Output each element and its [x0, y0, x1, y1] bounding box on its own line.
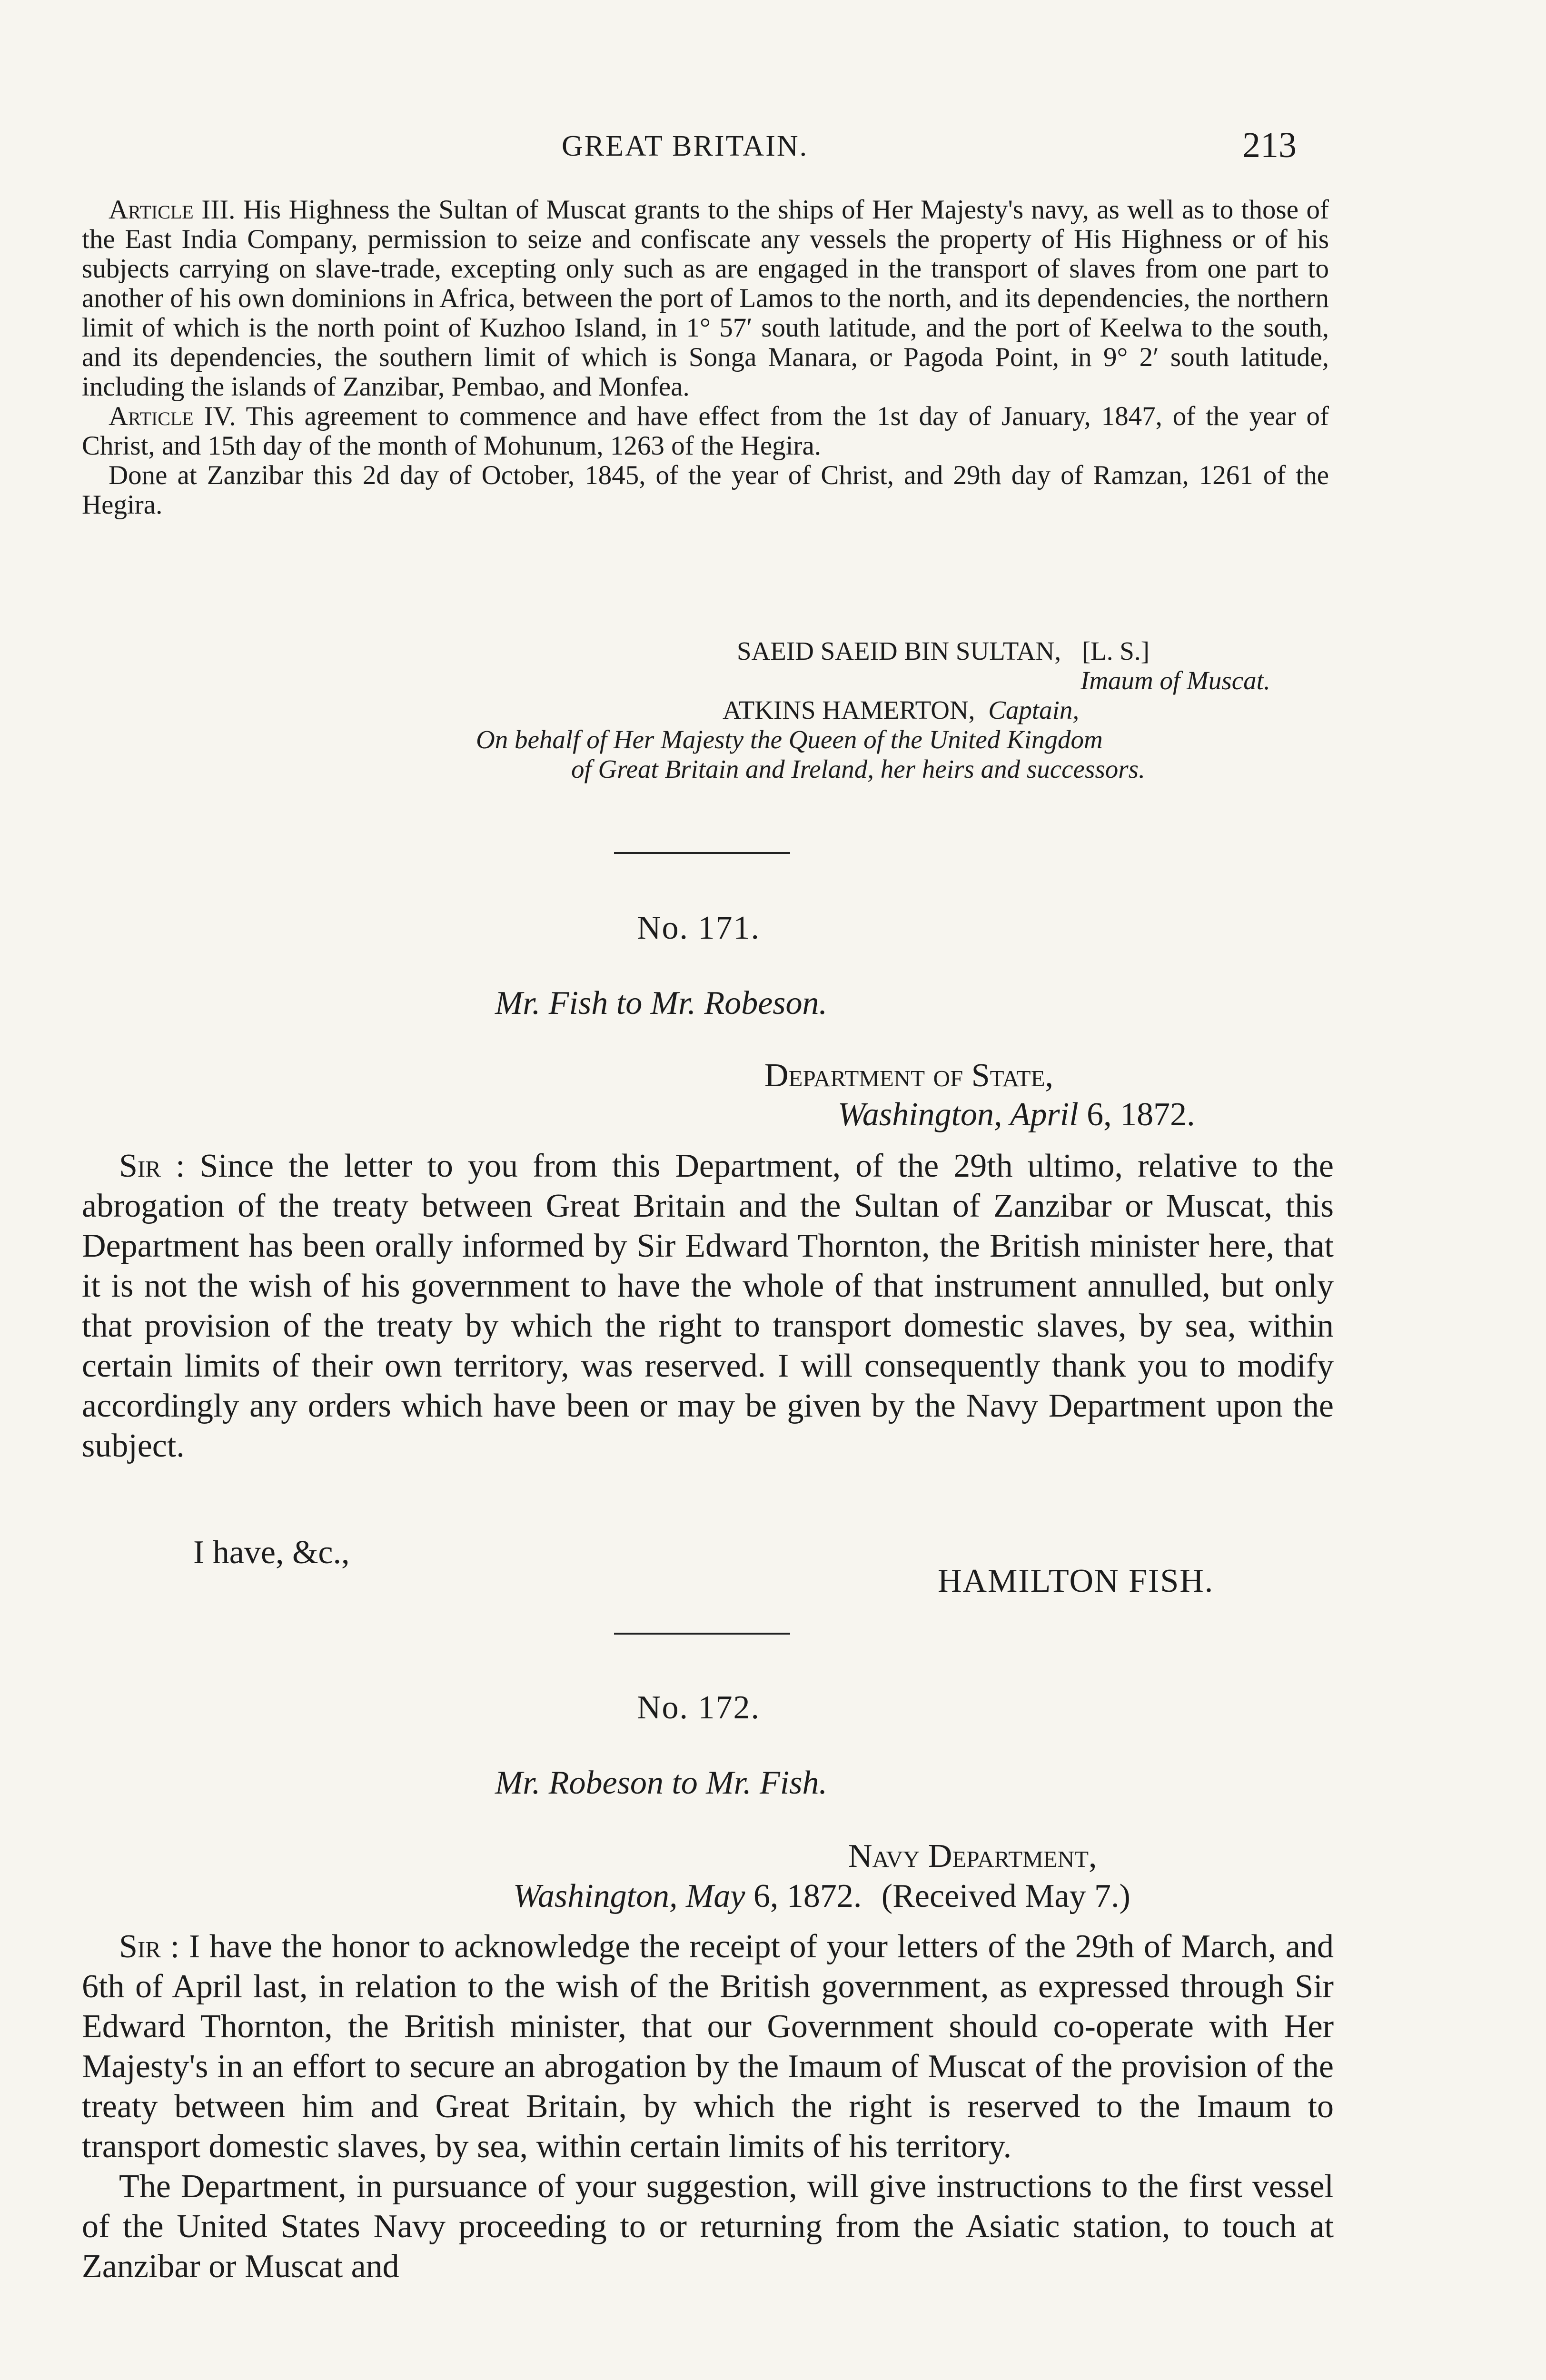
department-171: Department of State,: [764, 1057, 1054, 1094]
section-divider: [614, 852, 790, 854]
hamerton-behalf-line-2: of Great Britain and Ireland, her heirs and successors.: [571, 754, 1145, 783]
article-3-label: Article III.: [109, 195, 236, 225]
page-number: 213: [1242, 125, 1297, 165]
dateline-date-172: 6, 1872.: [753, 1878, 862, 1914]
body-text-171: Since the letter to you from this Department, of the 29th ultimo, relative to the abrogation of the treaty between Great Britain and the Sultan of Zanzibar or Muscat, this Department has been orally informed by Sir Edward Thornton, the British minister here, that it is not the wish of his government to have the whole of that instrument annulled, but only that provision of the treaty by which the right to transport domestic slaves, by sea, within certain limits of their own territory, was reserved. I will consequently thank you to modify accordingly any orders which have been or may be given by the Navy Department upon the subject.: [82, 1148, 1334, 1464]
document-number-172: No. 172.: [637, 1689, 761, 1726]
letter-body-171: [82, 1146, 1334, 1466]
signature-sultan: [737, 637, 1150, 665]
article-4-text: This agreement to commence and have effect from the 1st day of January, 1847, of the year of Christ, and 15th day of the month of Mohunum, 1263 of the Hegira.: [82, 401, 1329, 461]
sultan-title: Imaum of Muscat.: [1080, 666, 1270, 695]
closing-171: I have, &c.,: [193, 1534, 350, 1571]
treaty-articles: [82, 195, 1329, 520]
received-note-172: (Received May 7.): [881, 1878, 1130, 1914]
treaty-done-line: Done at Zanzibar this 2d day of October, 1845, of the year of Christ, and 29th day of Ramzan, 1261 of the Hegira.: [82, 460, 1329, 520]
section-divider: [614, 1633, 790, 1635]
dateline-date-171: 6, 1872.: [1087, 1096, 1195, 1133]
signer-171: HAMILTON FISH.: [938, 1563, 1214, 1599]
signature-hamerton: [723, 696, 1079, 724]
salutation-171: Sir :: [119, 1148, 185, 1184]
dateline-171: [838, 1096, 1195, 1134]
paragraph-171: [82, 1146, 1334, 1466]
article-4: [82, 402, 1329, 461]
running-title: GREAT BRITAIN.: [562, 130, 809, 162]
salutation-172: Sir :: [119, 1928, 180, 1965]
sultan-name: SAEID SAEID BIN SULTAN,: [737, 636, 1061, 665]
article-4-label: Article IV.: [109, 401, 236, 431]
paragraph-172-1: [82, 1927, 1334, 2167]
dateline-place-172: Washington, May: [513, 1878, 745, 1914]
hamerton-behalf-line-1: On behalf of Her Majesty the Queen of the United Kingdom: [476, 725, 1103, 754]
document-heading-171: Mr. Fish to Mr. Robeson.: [495, 985, 828, 1021]
dateline-place-171: Washington, April: [838, 1096, 1079, 1133]
hamerton-name: ATKINS HAMERTON,: [723, 695, 975, 724]
dateline-172: [513, 1877, 1130, 1915]
article-3-text: His Highness the Sultan of Muscat grants to the ships of Her Majesty's navy, as well as to those of the East India Company, permission to seize and confiscate any vessels the property of His Highness or of his subjects carrying on slave-trade, excepting only such as are engaged in the transport of slaves from one part to another of his own dominions in Africa, between the port of Lamos to the north, and its dependencies, the northern limit of which is the north point of Kuzhoo Island, in 1° 57′ south latitude, and the port of Keelwa to the south, and its dependencies, the southern limit of which is Songa Manara, or Pagoda Point, in 9° 2′ south latitude, including the islands of Zanzibar, Pembao, and Monfea.: [82, 195, 1329, 402]
document-number-171: No. 171.: [637, 910, 761, 946]
document-heading-172: Mr. Robeson to Mr. Fish.: [495, 1765, 828, 1801]
sultan-seal: [L. S.]: [1081, 636, 1150, 665]
running-head: [0, 125, 1546, 172]
body-text-172-1: I have the honor to acknowledge the receipt of your letters of the 29th of March, and 6th of April last, in relation to the wish of the British government, as expressed through Sir Edward Thornton, the British minister, that our Government should co-operate with Her Majesty's in an effort to secure an abrogation by the Imaum of Muscat of the provision of the treaty between him and Great Britain, by which the right is reserved to the Imaum to transport domestic slaves, by sea, within certain limits of his territory.: [82, 1928, 1334, 2165]
article-3: [82, 195, 1329, 402]
department-172: Navy Department,: [848, 1838, 1097, 1874]
hamerton-rank: Captain,: [988, 695, 1080, 724]
paragraph-172-2: The Department, in pursuance of your suggestion, will give instructions to the first vessel of the United States Navy proceeding to or returning from the Asiatic station, to touch at Zanzibar or Muscat and: [82, 2168, 1334, 2285]
letter-body-172: [82, 1927, 1334, 2287]
